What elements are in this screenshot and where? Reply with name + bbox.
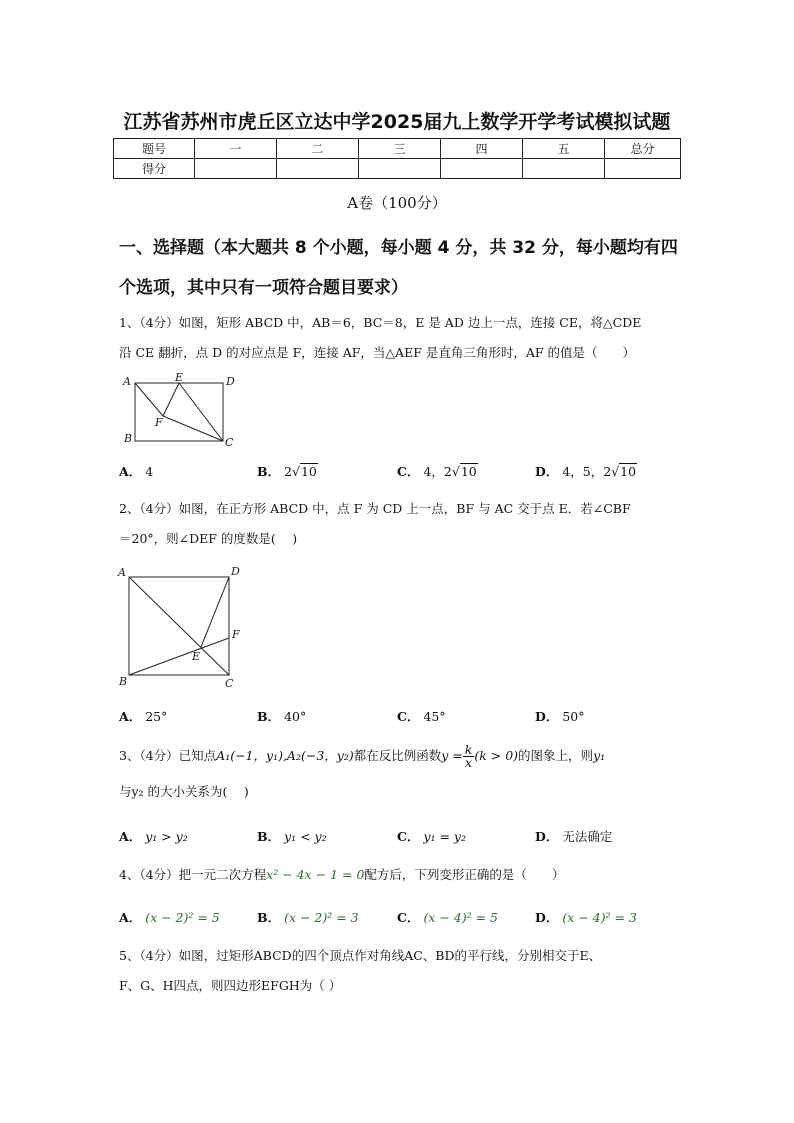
label-e: E: [175, 372, 184, 384]
question-4-line1: [119, 860, 689, 890]
question-number: 2、（4分）: [119, 501, 179, 516]
segment-de: [201, 577, 229, 647]
question-5: [119, 941, 689, 1001]
question-number: 4、（4分）: [119, 867, 179, 882]
option-text: 无法确定: [562, 829, 613, 844]
option-a[interactable]: [119, 462, 153, 480]
option-label: C．: [397, 829, 420, 844]
option-text: 25°: [145, 709, 168, 724]
option-text: y₁ = y₂: [423, 829, 467, 844]
question-5-line1: [119, 941, 689, 971]
option-c[interactable]: C． 4，2√10: [397, 464, 477, 479]
label-e: E: [192, 650, 201, 663]
score-cell: 得分: [114, 159, 195, 179]
option-label: B．: [257, 829, 281, 844]
question-2-options: [119, 707, 689, 731]
option-label: C．: [397, 709, 420, 724]
option-label: C．: [397, 464, 420, 479]
option-d[interactable]: [535, 707, 584, 725]
question-2: [119, 494, 689, 554]
score-cell: 题号: [114, 139, 195, 159]
score-cell: 四: [441, 139, 523, 159]
question-text: 配方后，下列变形正确的是（ ）: [364, 867, 565, 882]
question-3-options: [119, 827, 689, 851]
option-text: 40°: [284, 709, 307, 724]
option-label: D．: [535, 709, 559, 724]
option-b[interactable]: B． 2√10: [257, 464, 317, 479]
question-text: 如图，过矩形ABCD的四个顶点作对角线AC、BD的平行线，分别相交于E、: [178, 948, 602, 963]
score-cell: 二: [277, 139, 359, 159]
score-input-cell[interactable]: [441, 159, 523, 179]
option-text: y₁ < y₂: [284, 829, 327, 844]
math-y1: y₁: [593, 748, 606, 763]
question-text: 如图，在正方形 ABCD 中，点 F 为 CD 上一点，BF 与 AC 交于点 E．若∠CBF: [178, 501, 631, 516]
option-text: 2: [284, 464, 293, 479]
option-text: y₁ > y₂: [145, 829, 188, 844]
section-a-heading: A卷（100分）: [347, 194, 447, 212]
score-input-cell[interactable]: [523, 159, 605, 179]
option-a[interactable]: [119, 707, 167, 725]
math-condition: (k > 0): [474, 748, 519, 763]
question-3-line1: [119, 738, 689, 774]
option-radicand: 10: [620, 464, 637, 479]
fraction-numerator: k: [464, 742, 473, 757]
option-label: A．: [119, 910, 142, 925]
option-b[interactable]: [257, 908, 359, 926]
question-number: 1、（4分）: [119, 315, 179, 330]
option-c[interactable]: [397, 707, 446, 725]
label-b: B: [119, 675, 128, 688]
option-label: B．: [257, 709, 281, 724]
option-label: A．: [119, 709, 142, 724]
exam-title: 江苏省苏州市虎丘区立达中学2025届九上数学开学考试模拟试题: [123, 111, 671, 133]
question-1: [119, 308, 689, 368]
option-d[interactable]: [535, 908, 637, 926]
label-f: F: [232, 628, 240, 641]
score-table-score-row: [114, 159, 681, 179]
question-text: 的图象上，则: [518, 748, 594, 763]
question-5-line2: F、G、H四点，则四边形EFGH为（ ）: [119, 978, 342, 993]
option-a[interactable]: [119, 827, 188, 845]
label-d: D: [226, 375, 235, 388]
question-text: 把一元二次方程: [178, 867, 267, 882]
score-cell: 一: [195, 139, 277, 159]
option-a[interactable]: [119, 908, 220, 926]
option-label: B．: [257, 910, 281, 925]
figure-square-abcd: [115, 563, 250, 693]
option-label: A．: [119, 464, 142, 479]
option-c[interactable]: [397, 827, 466, 845]
question-1-line2: 沿 CE 翻折，点 D 的对应点是 F，连接 AF，当△AEF 是直角三角形时，AF 的值是（ ）: [119, 345, 636, 360]
score-input-cell[interactable]: [195, 159, 277, 179]
score-cell: 三: [359, 139, 441, 159]
fraction-denominator: x: [465, 755, 473, 770]
score-input-cell[interactable]: [277, 159, 359, 179]
option-text: (x − 2)² = 5: [145, 910, 220, 925]
diagonal-ac: [129, 577, 229, 675]
label-c: C: [225, 436, 234, 449]
question-1-options: [119, 462, 689, 486]
score-input-cell[interactable]: [359, 159, 441, 179]
question-text: 如图，矩形 ABCD 中，AB＝6，BC＝8，E 是 AD 边上一点，连接 CE，将△CDE: [178, 315, 642, 330]
score-cell: 五: [523, 139, 605, 159]
score-table: [113, 138, 681, 179]
math-fraction: [463, 744, 475, 769]
label-b: B: [124, 432, 133, 445]
option-d[interactable]: D． 4，5，2√10: [535, 464, 637, 479]
question-number: 5、（4分）: [119, 948, 179, 963]
option-text: (x − 2)² = 3: [284, 910, 359, 925]
label-f: F: [155, 416, 163, 429]
option-label: D．: [535, 910, 559, 925]
question-3-line2: 与y₂ 的大小关系为( ): [119, 784, 249, 799]
option-label: D．: [535, 464, 559, 479]
label-d: D: [231, 565, 240, 578]
option-text: 4: [145, 464, 154, 479]
score-input-cell[interactable]: [605, 159, 681, 179]
segment-ef: [163, 383, 179, 416]
question-2-line2: ＝20°，则∠DEF 的度数是( ): [119, 531, 298, 546]
question-text: 都在反比例函数: [353, 748, 442, 763]
option-label: B．: [257, 464, 281, 479]
option-label: A．: [119, 829, 142, 844]
question-2-line1: [119, 494, 689, 524]
label-a: A: [123, 375, 131, 388]
option-text: 4，2: [423, 464, 452, 479]
option-label: D．: [535, 829, 559, 844]
math-points: A₁(−1，y₁),A₂(−3，y₂): [216, 748, 354, 763]
section-1-header: 一、选择题（本大题共 8 个小题，每小题 4 分，共 32 分，每小题均有四个选项，其中只有一项符合题目要求）: [119, 238, 678, 298]
segment-bf: [129, 638, 229, 675]
option-d[interactable]: [535, 827, 612, 845]
option-text: 50°: [562, 709, 585, 724]
figure-rectangle-abcd: [118, 372, 248, 452]
question-3: [119, 738, 689, 810]
label-a: A: [118, 566, 126, 579]
rect-outline: [135, 383, 223, 441]
option-c[interactable]: [397, 908, 498, 926]
option-label: C．: [397, 910, 420, 925]
question-text: 已知点: [178, 748, 217, 763]
question-1-line1: [119, 308, 689, 338]
math-equation: x² − 4x − 1 = 0: [266, 867, 365, 882]
label-c: C: [225, 677, 234, 690]
option-text: (x − 4)² = 5: [423, 910, 498, 925]
option-text: 45°: [423, 709, 446, 724]
question-number: 3、（4分）: [119, 748, 179, 763]
question-4: [119, 860, 689, 890]
option-text: (x − 4)² = 3: [562, 910, 637, 925]
option-text: 4，5，2: [562, 464, 612, 479]
score-cell: 总分: [605, 139, 681, 159]
question-4-options: [119, 908, 689, 932]
option-radicand: 10: [300, 464, 317, 479]
math-func-lhs: y =: [441, 748, 463, 763]
score-table-header-row: [114, 139, 681, 159]
option-radicand: 10: [460, 464, 477, 479]
option-b[interactable]: [257, 707, 306, 725]
segment-af: [135, 383, 163, 416]
option-b[interactable]: [257, 827, 327, 845]
